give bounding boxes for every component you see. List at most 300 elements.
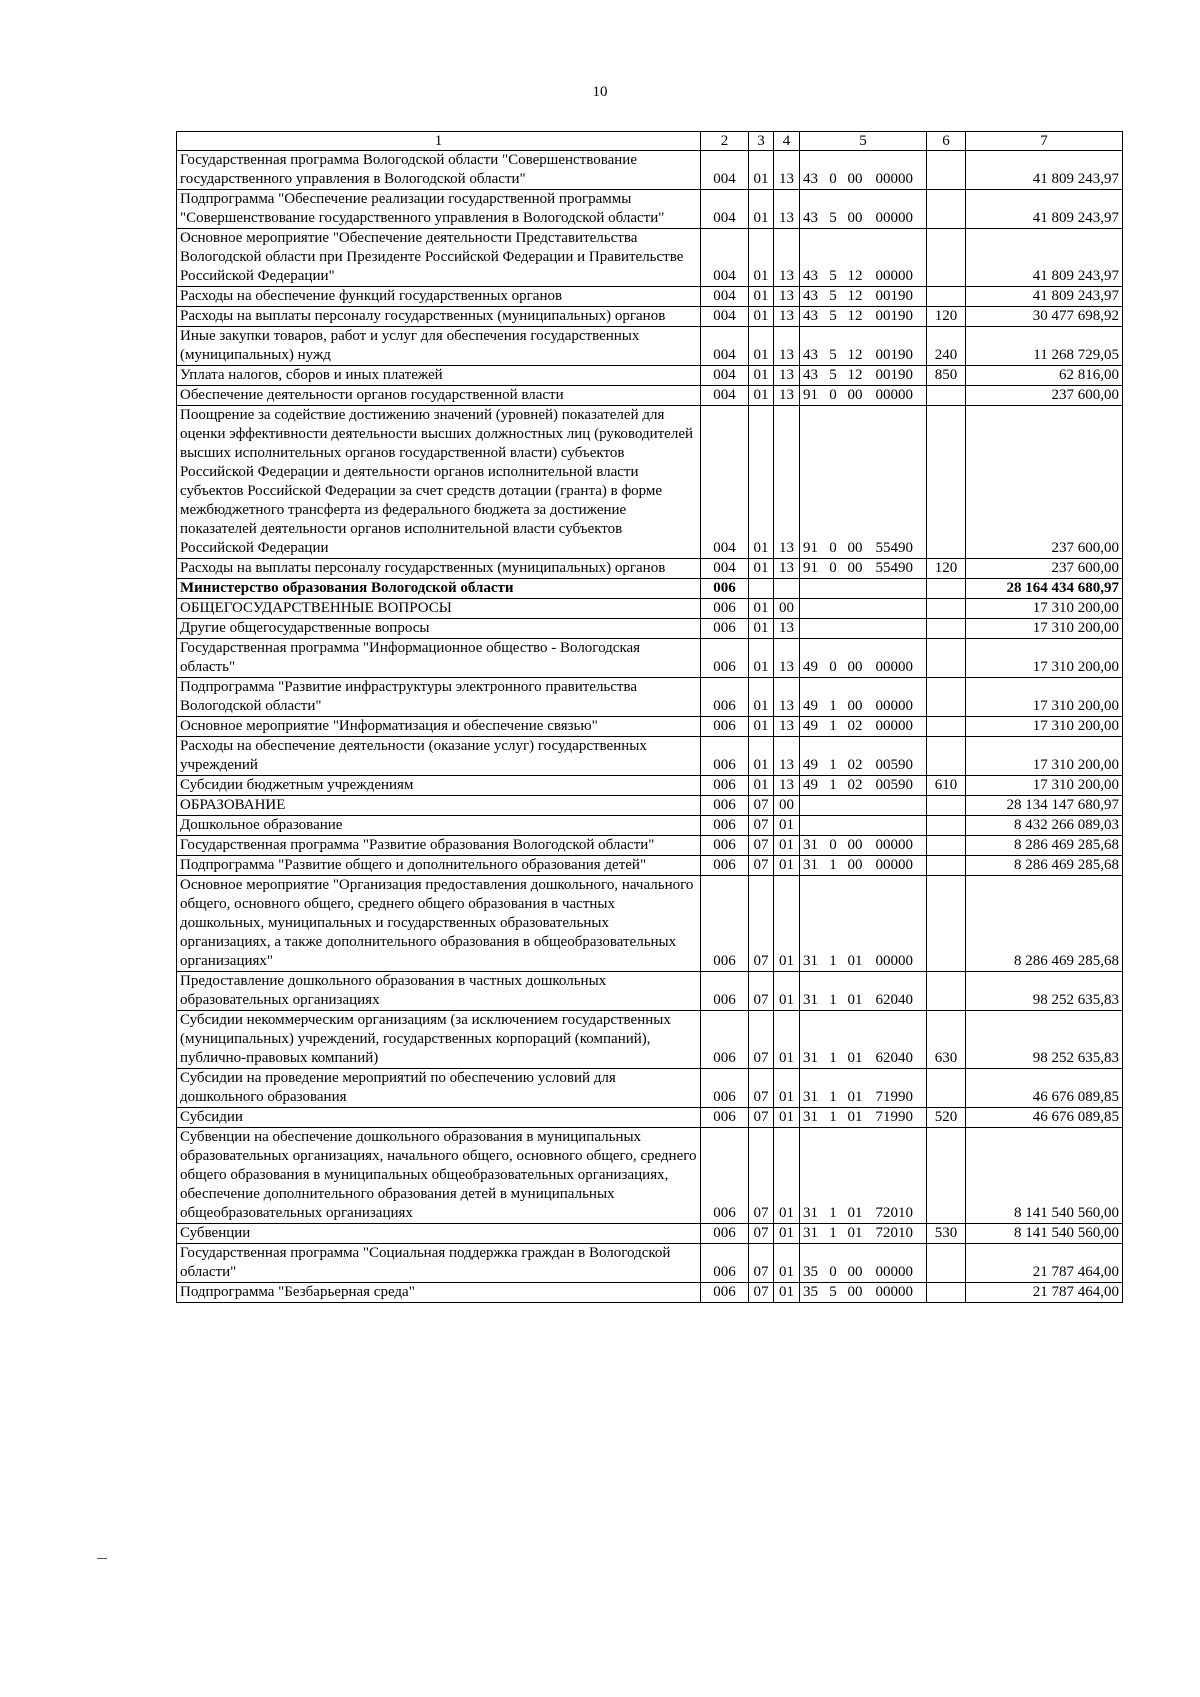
row-expense-type — [927, 816, 966, 836]
target-code-part: 00000 — [875, 387, 913, 403]
row-section-code: 07 — [749, 1244, 774, 1283]
row-section-code: 01 — [749, 717, 774, 737]
row-ministry-code: 006 — [701, 1224, 749, 1244]
row-expense-type: 240 — [927, 327, 966, 366]
row-amount: 17 310 200,00 — [966, 737, 1123, 776]
row-expense-type — [927, 619, 966, 639]
target-code-part: 1 — [829, 777, 837, 793]
row-target-code — [800, 1283, 927, 1303]
row-ministry-code: 006 — [701, 639, 749, 678]
row-target-code — [800, 856, 927, 876]
row-amount: 237 600,00 — [966, 559, 1123, 579]
header-col-1: 1 — [177, 132, 701, 151]
row-target-code — [800, 366, 927, 386]
table-row — [177, 599, 1123, 619]
target-code-part: 01 — [847, 953, 863, 969]
target-code-part: 55490 — [875, 560, 913, 576]
table-row — [177, 386, 1123, 406]
row-ministry-code: 006 — [701, 796, 749, 816]
target-code-part: 43 — [803, 210, 818, 226]
table-row — [177, 972, 1123, 1011]
target-code-part: 43 — [803, 367, 818, 383]
row-ministry-code: 006 — [701, 876, 749, 972]
target-code-part: 55490 — [875, 540, 913, 556]
row-ministry-code: 004 — [701, 229, 749, 287]
row-target-code — [800, 386, 927, 406]
row-name: Основное мероприятие "Обеспечение деятельности Представительства Вологодской области при Президенте Российской Федерации и Правительстве Российской Федерации" — [177, 229, 701, 287]
row-ministry-code: 006 — [701, 1108, 749, 1128]
row-subsection-code: 01 — [774, 1283, 800, 1303]
row-amount: 17 310 200,00 — [966, 776, 1123, 796]
target-code-part: 02 — [847, 718, 863, 734]
row-ministry-code: 004 — [701, 559, 749, 579]
row-ministry-code: 004 — [701, 190, 749, 229]
header-col-5: 5 — [800, 132, 927, 151]
row-section-code: 07 — [749, 856, 774, 876]
row-ministry-code: 004 — [701, 151, 749, 190]
row-section-code — [749, 579, 774, 599]
row-name: Предоставление дошкольного образования в частных дошкольных образовательных организациях — [177, 972, 701, 1011]
target-code-part: 35 — [803, 1284, 818, 1300]
row-name: Государственная программа Вологодской области "Совершенствование государственного управления в Вологодской области" — [177, 151, 701, 190]
row-expense-type — [927, 406, 966, 559]
table-row — [177, 856, 1123, 876]
row-subsection-code: 01 — [774, 1011, 800, 1069]
row-ministry-code: 004 — [701, 366, 749, 386]
row-subsection-code: 01 — [774, 1224, 800, 1244]
row-target-code — [800, 599, 927, 619]
row-ministry-code: 004 — [701, 406, 749, 559]
row-target-code — [800, 406, 927, 559]
page-number: 10 — [592, 84, 608, 100]
row-amount: 21 787 464,00 — [966, 1244, 1123, 1283]
target-code-part: 12 — [847, 308, 863, 324]
row-name: Дошкольное образование — [177, 816, 701, 836]
row-ministry-code: 006 — [701, 1069, 749, 1108]
target-code-part: 91 — [803, 560, 818, 576]
table-row — [177, 406, 1123, 559]
table-row — [177, 1283, 1123, 1303]
row-target-code — [800, 1108, 927, 1128]
row-ministry-code: 006 — [701, 816, 749, 836]
row-ministry-code: 006 — [701, 1011, 749, 1069]
row-target-code — [800, 972, 927, 1011]
target-code-part: 31 — [803, 1205, 818, 1221]
row-amount: 237 600,00 — [966, 386, 1123, 406]
target-code-part: 43 — [803, 171, 818, 187]
row-subsection-code: 13 — [774, 287, 800, 307]
row-ministry-code: 006 — [701, 1128, 749, 1224]
row-ministry-code: 006 — [701, 717, 749, 737]
row-subsection-code: 13 — [774, 190, 800, 229]
row-section-code: 07 — [749, 972, 774, 1011]
budget-table — [176, 131, 1123, 1303]
row-amount: 41 809 243,97 — [966, 229, 1123, 287]
row-target-code — [800, 190, 927, 229]
row-target-code — [800, 1069, 927, 1108]
row-subsection-code: 13 — [774, 717, 800, 737]
target-code-part: 43 — [803, 288, 818, 304]
row-amount: 17 310 200,00 — [966, 678, 1123, 717]
row-section-code: 01 — [749, 366, 774, 386]
table-row — [177, 307, 1123, 327]
row-name: ОБРАЗОВАНИЕ — [177, 796, 701, 816]
row-expense-type — [927, 876, 966, 972]
row-expense-type — [927, 972, 966, 1011]
row-subsection-code: 13 — [774, 151, 800, 190]
row-section-code: 07 — [749, 816, 774, 836]
row-target-code — [800, 307, 927, 327]
target-code-part: 00 — [847, 540, 863, 556]
row-amount: 8 432 266 089,03 — [966, 816, 1123, 836]
row-expense-type: 120 — [927, 559, 966, 579]
target-code-part: 49 — [803, 757, 818, 773]
row-section-code: 07 — [749, 1069, 774, 1108]
row-subsection-code: 01 — [774, 1128, 800, 1224]
table-row — [177, 151, 1123, 190]
target-code-part: 00000 — [875, 268, 913, 284]
row-expense-type — [927, 599, 966, 619]
table-row — [177, 678, 1123, 717]
row-name: ОБЩЕГОСУДАРСТВЕННЫЕ ВОПРОСЫ — [177, 599, 701, 619]
target-code-part: 01 — [847, 1089, 863, 1105]
row-expense-type — [927, 287, 966, 307]
target-code-part: 5 — [829, 268, 837, 284]
row-subsection-code: 13 — [774, 678, 800, 717]
target-code-part: 00000 — [875, 1264, 913, 1280]
target-code-part: 00190 — [875, 347, 913, 363]
row-amount: 17 310 200,00 — [966, 619, 1123, 639]
row-section-code: 01 — [749, 151, 774, 190]
row-subsection-code: 13 — [774, 639, 800, 678]
target-code-part: 0 — [829, 171, 837, 187]
row-section-code: 01 — [749, 619, 774, 639]
target-code-part: 01 — [847, 1205, 863, 1221]
row-ministry-code: 004 — [701, 287, 749, 307]
row-ministry-code: 004 — [701, 386, 749, 406]
row-expense-type — [927, 856, 966, 876]
target-code-part: 00 — [847, 171, 863, 187]
row-name: Расходы на обеспечение функций государственных органов — [177, 287, 701, 307]
target-code-part: 31 — [803, 1109, 818, 1125]
table-row — [177, 639, 1123, 678]
target-code-part: 00000 — [875, 698, 913, 714]
table-row — [177, 776, 1123, 796]
table-row — [177, 1011, 1123, 1069]
table-row — [177, 287, 1123, 307]
row-amount: 8 141 540 560,00 — [966, 1128, 1123, 1224]
row-section-code: 01 — [749, 190, 774, 229]
row-name: Основное мероприятие "Организация предоставления дошкольного, начального общего, основного общего, среднего общего образования в частных дошкольных, муниципальных и государственных образовательных организациях, а также дополнительного образования в общеобразовательных организациях" — [177, 876, 701, 972]
row-subsection-code: 13 — [774, 619, 800, 639]
target-code-part: 0 — [829, 560, 837, 576]
row-subsection-code: 00 — [774, 796, 800, 816]
row-name: Субсидии бюджетным учреждениям — [177, 776, 701, 796]
table-row — [177, 717, 1123, 737]
table-row — [177, 816, 1123, 836]
target-code-part: 1 — [829, 718, 837, 734]
target-code-part: 1 — [829, 992, 837, 1008]
row-expense-type — [927, 796, 966, 816]
target-code-part: 1 — [829, 1225, 837, 1241]
target-code-part: 62040 — [875, 992, 913, 1008]
row-expense-type: 520 — [927, 1108, 966, 1128]
row-name: Иные закупки товаров, работ и услуг для обеспечения государственных (муниципальных) нужд — [177, 327, 701, 366]
row-subsection-code: 01 — [774, 856, 800, 876]
target-code-part: 1 — [829, 953, 837, 969]
row-section-code: 01 — [749, 307, 774, 327]
row-section-code: 07 — [749, 796, 774, 816]
target-code-part: 00190 — [875, 288, 913, 304]
row-expense-type — [927, 1283, 966, 1303]
row-amount: 30 477 698,92 — [966, 307, 1123, 327]
row-ministry-code: 006 — [701, 1244, 749, 1283]
row-amount: 98 252 635,83 — [966, 972, 1123, 1011]
row-ministry-code: 006 — [701, 972, 749, 1011]
row-name: Подпрограмма "Обеспечение реализации государственной программы "Совершенствование государственного управления в Вологодской области" — [177, 190, 701, 229]
row-section-code: 07 — [749, 1011, 774, 1069]
row-section-code: 01 — [749, 776, 774, 796]
target-code-part: 1 — [829, 1050, 837, 1066]
row-expense-type — [927, 678, 966, 717]
row-expense-type — [927, 717, 966, 737]
target-code-part: 31 — [803, 1089, 818, 1105]
row-subsection-code: 13 — [774, 327, 800, 366]
target-code-part: 31 — [803, 1225, 818, 1241]
row-name: Государственная программа "Социальная поддержка граждан в Вологодской области" — [177, 1244, 701, 1283]
row-name: Расходы на выплаты персоналу государственных (муниципальных) органов — [177, 559, 701, 579]
row-section-code: 01 — [749, 229, 774, 287]
row-ministry-code: 006 — [701, 1283, 749, 1303]
row-subsection-code: 13 — [774, 737, 800, 776]
row-name: Другие общегосударственные вопросы — [177, 619, 701, 639]
target-code-part: 31 — [803, 953, 818, 969]
row-ministry-code: 006 — [701, 856, 749, 876]
target-code-part: 12 — [847, 288, 863, 304]
target-code-part: 00000 — [875, 837, 913, 853]
row-ministry-code: 004 — [701, 307, 749, 327]
row-expense-type — [927, 190, 966, 229]
target-code-part: 35 — [803, 1264, 818, 1280]
row-section-code: 07 — [749, 876, 774, 972]
target-code-part: 1 — [829, 1109, 837, 1125]
row-name: Подпрограмма "Развитие общего и дополнительного образования детей" — [177, 856, 701, 876]
row-expense-type — [927, 1244, 966, 1283]
target-code-part: 0 — [829, 659, 837, 675]
target-code-part: 12 — [847, 268, 863, 284]
target-code-part: 1 — [829, 857, 837, 873]
row-target-code — [800, 876, 927, 972]
row-subsection-code: 01 — [774, 972, 800, 1011]
table-row — [177, 836, 1123, 856]
row-amount: 8 286 469 285,68 — [966, 836, 1123, 856]
target-code-part: 00190 — [875, 367, 913, 383]
row-expense-type — [927, 639, 966, 678]
row-target-code — [800, 579, 927, 599]
row-amount: 17 310 200,00 — [966, 717, 1123, 737]
row-name: Субсидии на проведение мероприятий по обеспечению условий для дошкольного образования — [177, 1069, 701, 1108]
target-code-part: 31 — [803, 1050, 818, 1066]
row-name: Уплата налогов, сборов и иных платежей — [177, 366, 701, 386]
target-code-part: 00 — [847, 659, 863, 675]
target-code-part: 00 — [847, 837, 863, 853]
row-expense-type: 530 — [927, 1224, 966, 1244]
row-subsection-code: 01 — [774, 836, 800, 856]
target-code-part: 49 — [803, 659, 818, 675]
target-code-part: 00190 — [875, 308, 913, 324]
row-expense-type: 630 — [927, 1011, 966, 1069]
row-amount: 62 816,00 — [966, 366, 1123, 386]
table-row — [177, 579, 1123, 599]
target-code-part: 71990 — [875, 1109, 913, 1125]
table-body — [177, 151, 1123, 1303]
target-code-part: 00 — [847, 857, 863, 873]
row-section-code: 01 — [749, 386, 774, 406]
target-code-part: 49 — [803, 698, 818, 714]
target-code-part: 12 — [847, 367, 863, 383]
row-section-code: 07 — [749, 1224, 774, 1244]
target-code-part: 00590 — [875, 777, 913, 793]
row-section-code: 01 — [749, 599, 774, 619]
target-code-part: 5 — [829, 288, 837, 304]
target-code-part: 91 — [803, 540, 818, 556]
row-subsection-code: 00 — [774, 599, 800, 619]
target-code-part: 00 — [847, 560, 863, 576]
target-code-part: 1 — [829, 1089, 837, 1105]
target-code-part: 31 — [803, 857, 818, 873]
target-code-part: 0 — [829, 1264, 837, 1280]
row-section-code: 07 — [749, 1108, 774, 1128]
row-target-code — [800, 559, 927, 579]
target-code-part: 5 — [829, 367, 837, 383]
row-section-code: 01 — [749, 327, 774, 366]
row-amount: 46 676 089,85 — [966, 1108, 1123, 1128]
row-amount: 17 310 200,00 — [966, 599, 1123, 619]
row-ministry-code: 006 — [701, 678, 749, 717]
row-name: Субсидии некоммерческим организациям (за исключением государственных (муниципальных) учреждений, государственных корпораций (компаний), публично-правовых компаний) — [177, 1011, 701, 1069]
table-row — [177, 1108, 1123, 1128]
row-subsection-code: 13 — [774, 559, 800, 579]
row-subsection-code: 13 — [774, 307, 800, 327]
row-amount: 28 134 147 680,97 — [966, 796, 1123, 816]
row-section-code: 01 — [749, 737, 774, 776]
row-target-code — [800, 1128, 927, 1224]
row-name: Основное мероприятие "Информатизация и обеспечение связью" — [177, 717, 701, 737]
row-target-code — [800, 229, 927, 287]
row-target-code — [800, 836, 927, 856]
target-code-part: 62040 — [875, 1050, 913, 1066]
row-subsection-code: 13 — [774, 366, 800, 386]
row-target-code — [800, 796, 927, 816]
row-expense-type — [927, 836, 966, 856]
row-amount: 98 252 635,83 — [966, 1011, 1123, 1069]
row-target-code — [800, 287, 927, 307]
row-amount: 41 809 243,97 — [966, 287, 1123, 307]
table-row — [177, 796, 1123, 816]
target-code-part: 1 — [829, 1205, 837, 1221]
row-expense-type — [927, 737, 966, 776]
row-amount: 41 809 243,97 — [966, 151, 1123, 190]
row-amount: 237 600,00 — [966, 406, 1123, 559]
row-subsection-code: 13 — [774, 406, 800, 559]
row-name: Расходы на выплаты персоналу государственных (муниципальных) органов — [177, 307, 701, 327]
target-code-part: 00000 — [875, 659, 913, 675]
target-code-part: 31 — [803, 837, 818, 853]
target-code-part: 0 — [829, 540, 837, 556]
target-code-part: 02 — [847, 757, 863, 773]
row-name: Субсидии — [177, 1108, 701, 1128]
target-code-part: 00000 — [875, 1284, 913, 1300]
row-section-code: 01 — [749, 559, 774, 579]
row-expense-type: 850 — [927, 366, 966, 386]
row-ministry-code: 006 — [701, 579, 749, 599]
table-row — [177, 190, 1123, 229]
row-name: Министерство образования Вологодской области — [177, 579, 701, 599]
header-col-6: 6 — [927, 132, 966, 151]
target-code-part: 01 — [847, 1109, 863, 1125]
row-amount: 17 310 200,00 — [966, 639, 1123, 678]
table-row — [177, 876, 1123, 972]
target-code-part: 00 — [847, 1284, 863, 1300]
row-amount: 8 141 540 560,00 — [966, 1224, 1123, 1244]
row-subsection-code: 13 — [774, 386, 800, 406]
target-code-part: 5 — [829, 347, 837, 363]
target-code-part: 1 — [829, 698, 837, 714]
header-col-4: 4 — [774, 132, 800, 151]
row-ministry-code: 004 — [701, 327, 749, 366]
table-row — [177, 366, 1123, 386]
table-row — [177, 229, 1123, 287]
table-row — [177, 1128, 1123, 1224]
row-expense-type — [927, 229, 966, 287]
row-expense-type — [927, 1069, 966, 1108]
target-code-part: 0 — [829, 837, 837, 853]
row-section-code: 01 — [749, 639, 774, 678]
row-target-code — [800, 816, 927, 836]
row-expense-type — [927, 151, 966, 190]
target-code-part: 02 — [847, 777, 863, 793]
table-row — [177, 1244, 1123, 1283]
target-code-part: 01 — [847, 1225, 863, 1241]
target-code-part: 00590 — [875, 757, 913, 773]
target-code-part: 01 — [847, 992, 863, 1008]
target-code-part: 91 — [803, 387, 818, 403]
target-code-part: 31 — [803, 992, 818, 1008]
row-target-code — [800, 1244, 927, 1283]
row-section-code: 01 — [749, 678, 774, 717]
target-code-part: 5 — [829, 308, 837, 324]
target-code-part: 01 — [847, 1050, 863, 1066]
row-amount: 41 809 243,97 — [966, 190, 1123, 229]
row-subsection-code: 01 — [774, 816, 800, 836]
row-amount: 8 286 469 285,68 — [966, 876, 1123, 972]
row-expense-type — [927, 386, 966, 406]
target-code-part: 43 — [803, 347, 818, 363]
table-row — [177, 737, 1123, 776]
row-name: Государственная программа "Развитие образования Вологодской области" — [177, 836, 701, 856]
table-row — [177, 1069, 1123, 1108]
row-amount: 46 676 089,85 — [966, 1069, 1123, 1108]
target-code-part: 00000 — [875, 210, 913, 226]
target-code-part: 00 — [847, 387, 863, 403]
table-row — [177, 1224, 1123, 1244]
row-ministry-code: 006 — [701, 599, 749, 619]
row-subsection-code: 13 — [774, 229, 800, 287]
header-row — [177, 132, 1123, 151]
row-target-code — [800, 619, 927, 639]
row-amount: 11 268 729,05 — [966, 327, 1123, 366]
row-ministry-code: 006 — [701, 737, 749, 776]
